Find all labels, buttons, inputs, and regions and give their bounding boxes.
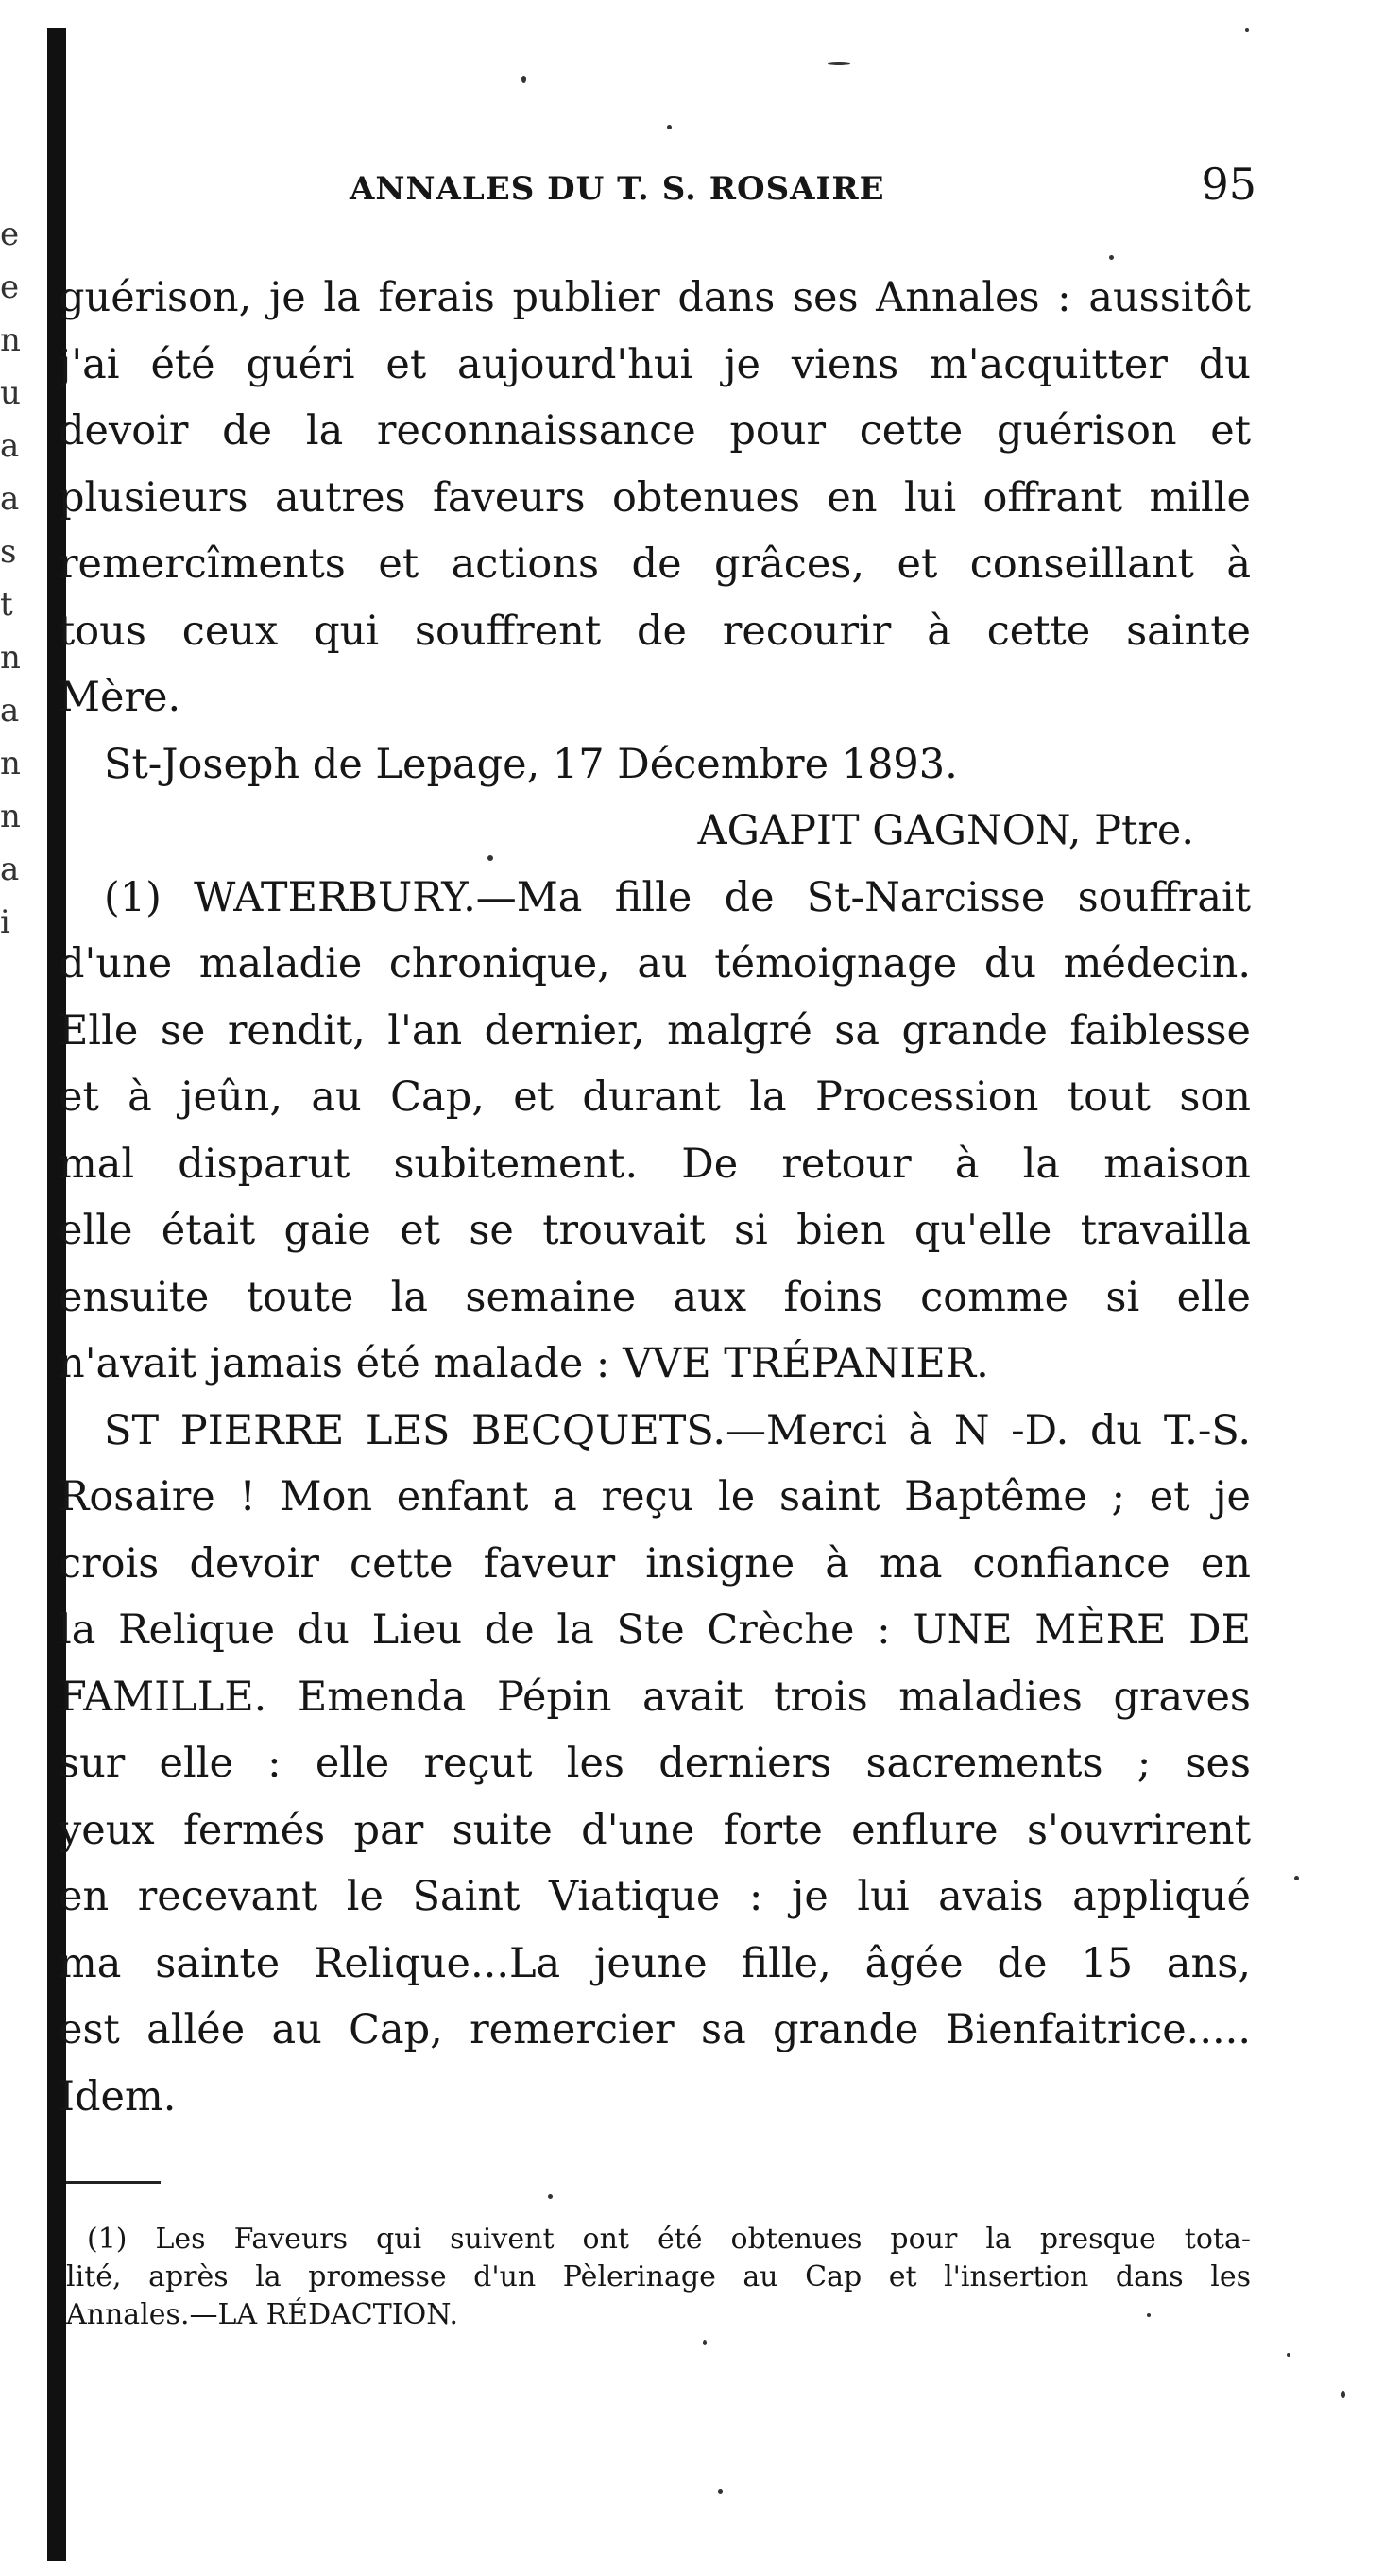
text-line: la Relique du Lieu de la Ste Crèche : UNE MÈRE DE [59,1606,1251,1654]
margin-fragment: n [0,321,21,359]
speck [703,2340,707,2345]
speck [548,2194,553,2199]
text-line: Rosaire ! Mon enfant a reçu le saint Baptême ; et je [59,1473,1251,1520]
text-line: sur elle : elle reçut les derniers sacrements ; ses [59,1740,1251,1787]
text-line: FAMILLE. Emenda Pépin avait trois maladies graves [59,1673,1251,1721]
margin-fragment: n [0,745,21,782]
text-line: devoir de la reconnaissance pour cette guérison et [59,407,1251,455]
speck [1147,2313,1151,2317]
text-line: Idem. [59,2072,177,2121]
text-line: ensuite toute la semaine aux foins comme si elle [59,1273,1251,1321]
footnote-rule [66,2181,161,2184]
margin-fragment: a [0,480,20,518]
margin-fragment: a [0,850,20,888]
text-line: yeux fermés par suite d'une forte enflure s'ouvrirent [59,1806,1251,1854]
margin-fragment: i [0,903,10,941]
margin-fragment: s [0,533,17,571]
margin-fragment: n [0,639,21,677]
text-line: en recevant le Saint Viatique : je lui avais appliqué [59,1873,1251,1920]
page-number: 95 [1201,159,1256,210]
running-title: ANNALES DU T. S. ROSAIRE [350,170,885,208]
text-line: et à jeûn, au Cap, et durant la Procession tout son [59,1073,1251,1121]
text-line: crois devoir cette faveur insigne à ma confiance en [59,1539,1251,1588]
text-line: n'avait jamais été malade : VVE TRÉPANIER. [59,1340,989,1387]
text-line: Mère. [59,674,181,721]
text-line: ST PIERRE LES BECQUETS.—Merci à N -D. du T.-S. [104,1406,1251,1454]
speck [1287,2353,1290,2357]
footnote [66,2221,1251,2334]
margin-fragment: e [0,268,20,306]
text-line: elle était gaie et se trouvait si bien qu'elle travailla [59,1207,1251,1254]
text-line: j'ai été guéri et aujourd'hui je viens m'acquitter du [59,340,1251,388]
signature-line: AGAPIT GAGNON, Ptre. [697,807,1194,854]
left-margin-fragments [0,208,43,949]
dateline: St-Joseph de Lepage, 17 Décembre 1893. [104,740,958,788]
page-header [350,159,1256,215]
text-line: ma sainte Relique...La jeune fille, âgée de 15 ans, [59,1939,1251,1987]
footnote-line: Annales.—LA RÉDACTION. [66,2298,459,2331]
speck [1294,1876,1299,1880]
text-line: est allée au Cap, remercier sa grande Bienfaitrice..... [59,2006,1251,2053]
speck [667,125,672,129]
text-line: tous ceux qui souffrent de recourir à cette sainte [59,607,1251,655]
margin-fragment: a [0,692,20,730]
speck [521,76,526,83]
speck [828,62,850,65]
text-line: remercîments et actions de grâces, et conseillant à [59,541,1251,588]
margin-fragment: t [0,586,13,624]
speck [1341,2391,1345,2398]
text-line: (1) WATERBURY.—Ma fille de St-Narcisse souffrait [104,873,1251,921]
text-line: guérison, je la ferais publier dans ses Annales : aussitôt [59,274,1251,321]
text-line: plusieurs autres faveurs obtenues en lui offrant mille [59,473,1251,522]
text-line: mal disparut subitement. De retour à la maison [59,1140,1251,1188]
speck [1109,255,1114,260]
text-line: d'une maladie chronique, au témoignage du médecin. [59,940,1251,987]
footnote-line: lité, après la promesse d'un Pèlerinage au Cap et l'insertion dans les [66,2260,1251,2293]
margin-fragment: a [0,427,20,465]
margin-fragment: u [0,374,21,412]
speck [487,855,493,861]
speck [1245,28,1249,32]
text-line: Elle se rendit, l'an dernier, malgré sa grande faiblesse [59,1006,1251,1055]
body-text [59,265,1251,2130]
margin-fragment: e [0,215,20,253]
margin-fragment: n [0,798,21,835]
speck [718,2489,723,2494]
footnote-line: (1) Les Faveurs qui suivent ont été obtenues pour la presque tota- [87,2223,1251,2256]
